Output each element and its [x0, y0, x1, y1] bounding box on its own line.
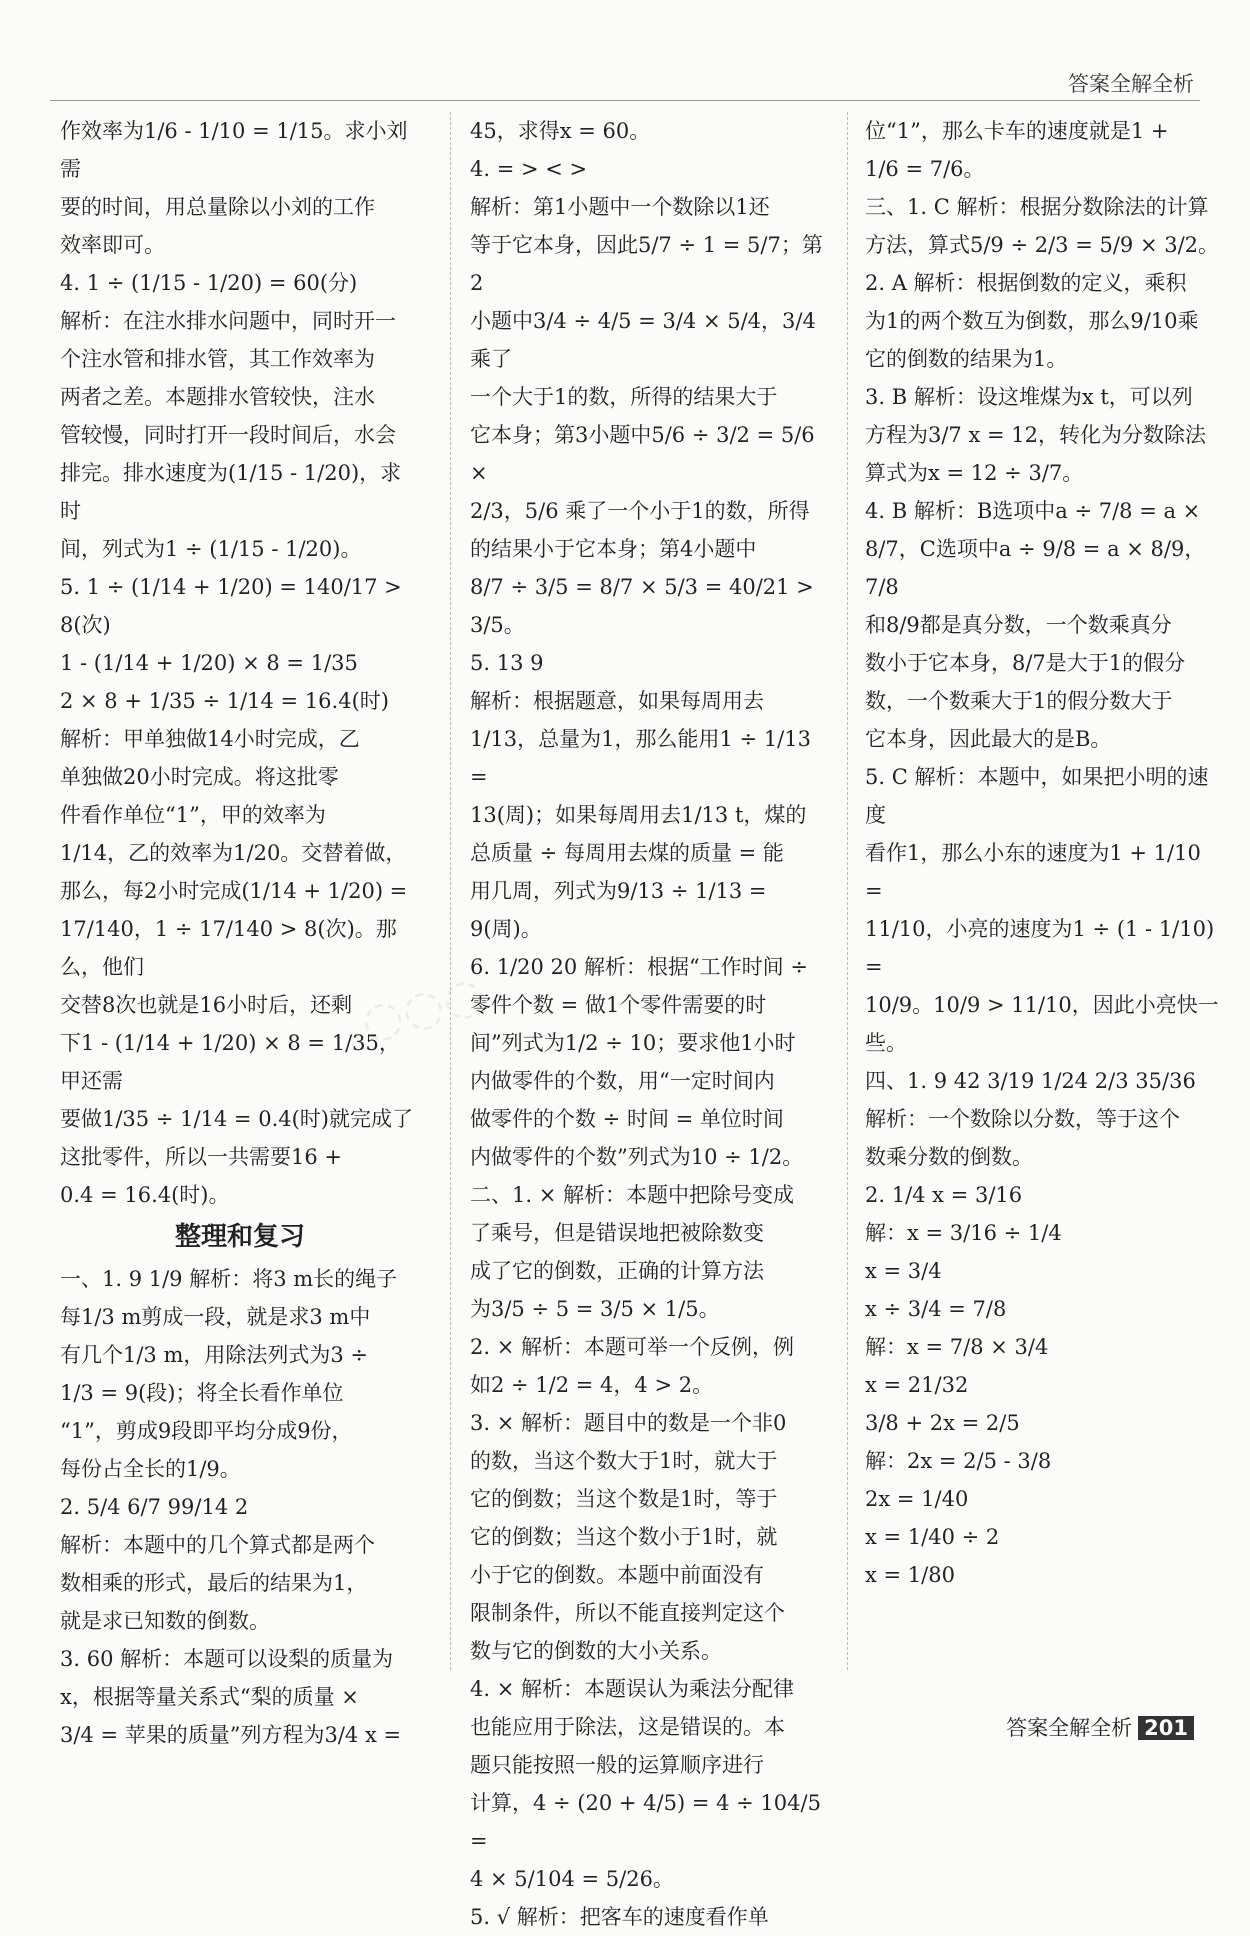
text-line: 解析：第1小题中一个数除以1还: [470, 195, 770, 219]
text-line: x = 1/40 ÷ 2: [865, 1525, 1000, 1549]
text-line: 小于它的倒数。本题中前面没有: [470, 1563, 764, 1587]
footer-label: 答案全解全析: [1006, 1716, 1133, 1740]
text-line: 和8/9都是真分数，一个数乘真分: [865, 613, 1172, 637]
text-line: 单独做20小时完成。将这批零: [60, 765, 339, 789]
text-line: 总质量 ÷ 每周用去煤的质量 = 能: [470, 841, 784, 865]
text-line: 的数，当这个数大于1时，就大于: [470, 1449, 778, 1473]
text-line: x = 1/80: [865, 1563, 955, 1587]
text-line: 3/4 = 苹果的质量”列方程为3/4 x =: [60, 1723, 402, 1747]
text-line: 为3/5 ÷ 5 = 3/5 × 1/5。: [470, 1297, 720, 1321]
text-line: 下1 - (1/14 + 1/20) × 8 = 1/35，甲还需: [60, 1031, 400, 1093]
text-line: 解析：根据题意，如果每周用去: [470, 689, 764, 713]
text-line: 13(周)；如果每周用去1/13 t，煤的: [470, 803, 807, 827]
text-line: 要做1/35 ÷ 1/14 = 0.4(时)就完成了: [60, 1107, 413, 1131]
text-line: 它本身；第3小题中5/6 ÷ 3/2 = 5/6 ×: [470, 423, 815, 485]
text-line: 计算，4 ÷ (20 + 4/5) = 4 ÷ 104/5 =: [470, 1791, 821, 1853]
watermark-decoration: ◌◌◌: [354, 964, 491, 1052]
text-line: 2. A 解析：根据倒数的定义，乘积: [865, 271, 1187, 295]
text-line: 每1/3 m剪成一段，就是求3 m中: [60, 1305, 371, 1329]
text-line: 一、1. 9 1/9 解析：将3 m长的绳子: [60, 1267, 398, 1291]
text-line: 4. = > < >: [470, 157, 588, 181]
text-line: 件看作单位“1”，甲的效率为: [60, 803, 326, 827]
text-line: 11/10，小亮的速度为1 ÷ (1 - 1/10) =: [865, 917, 1215, 979]
text-line: 8/7 ÷ 3/5 = 8/7 × 5/3 = 40/21 > 3/5。: [470, 575, 814, 637]
text-line: x = 21/32: [865, 1373, 969, 1397]
text-line: 2 × 8 + 1/35 ÷ 1/14 = 16.4(时): [60, 689, 389, 713]
text-line: 6. 1/20 20 解析：根据“工作时间 ÷: [470, 955, 808, 979]
text-line: 为1的两个数互为倒数，那么9/10乘: [865, 309, 1199, 333]
text-line: x ÷ 3/4 = 7/8: [865, 1297, 1007, 1321]
text-line: 3. 60 解析：本题可以设梨的质量为: [60, 1647, 394, 1671]
text-line: 的结果小于它本身；第4小题中: [470, 537, 757, 561]
text-line: 4 × 5/104 = 5/26。: [470, 1867, 674, 1891]
text-line: 限制条件，所以不能直接判定这个: [470, 1601, 785, 1625]
text-line: 两者之差。本题排水管较快，注水: [60, 385, 375, 409]
text-line: 个注水管和排水管，其工作效率为: [60, 347, 375, 371]
text-line: 它的倒数的结果为1。: [865, 347, 1068, 371]
text-line: x = 3/4: [865, 1259, 942, 1283]
text-line: 那么，每2小时完成(1/14 + 1/20) =: [60, 879, 408, 903]
text-line: 内做零件的个数”列式为10 ÷ 1/2。: [470, 1145, 804, 1169]
text-line: 了乘号，但是错误地把被除数变: [470, 1221, 764, 1245]
text-line: 数与它的倒数的大小关系。: [470, 1639, 722, 1663]
text-line: 做零件的个数 ÷ 时间 = 单位时间: [470, 1107, 784, 1131]
text-line: 交替8次也就是16小时后，还剩: [60, 993, 353, 1017]
text-line: 管较慢，同时打开一段时间后，水会: [60, 423, 396, 447]
text-line: 3. × 解析：题目中的数是一个非0: [470, 1411, 787, 1435]
text-line: 排完。排水速度为(1/15 - 1/20)，求时: [60, 461, 402, 523]
text-line: 1/13，总量为1，那么能用1 ÷ 1/13 =: [470, 727, 811, 789]
text-line: 1/14，乙的效率为1/20。交替着做，: [60, 841, 407, 865]
text-line: 1/6 = 7/6。: [865, 157, 985, 181]
text-line: 解析：一个数除以分数，等于这个: [865, 1107, 1180, 1131]
text-line: “1”，剪成9段即平均分成9份，: [60, 1419, 353, 1443]
section-title: 整理和复习: [174, 1222, 305, 1252]
text-line: 2. 5/4 6/7 99/14 2: [60, 1495, 249, 1519]
text-line: 要的时间，用总量除以小刘的工作: [60, 195, 375, 219]
text-line: 5. C 解析：本题中，如果把小明的速度: [865, 765, 1209, 827]
text-line: 3. B 解析：设这堆煤为x t，可以列: [865, 385, 1193, 409]
text-line: 三、1. C 解析：根据分数除法的计算: [865, 195, 1209, 219]
text-line: 间，列式为1 ÷ (1/15 - 1/20)。: [60, 537, 362, 561]
column-divider: [847, 112, 848, 1670]
text-line: 2. 1/4 x = 3/16: [865, 1183, 1023, 1207]
text-line: 成了它的倒数，正确的计算方法: [470, 1259, 764, 1283]
text-line: 解：x = 3/16 ÷ 1/4: [865, 1221, 1062, 1245]
text-line: 8/7，C选项中a ÷ 9/8 = a × 8/9，7/8: [865, 537, 1206, 599]
text-line: 如2 ÷ 1/2 = 4，4 > 2。: [470, 1373, 714, 1397]
text-line: 数，一个数乘大于1的假分数大于: [865, 689, 1173, 713]
text-line: 效率即可。: [60, 233, 165, 257]
text-line: 它本身，因此最大的是B。: [865, 727, 1112, 751]
text-line: 3/8 + 2x = 2/5: [865, 1411, 1020, 1435]
running-header: 答案全解全析: [1068, 72, 1194, 96]
text-line: 解析：在注水排水问题中，同时开一: [60, 309, 396, 333]
text-line: 方法，算式5/9 ÷ 2/3 = 5/9 × 3/2。: [865, 233, 1220, 257]
text-line: 位“1”，那么卡车的速度就是1 +: [865, 119, 1169, 143]
text-line: 5. 13 9: [470, 651, 544, 675]
text-line: 解：2x = 2/5 - 3/8: [865, 1449, 1052, 1473]
text-line: 这批零件，所以一共需要16 +: [60, 1145, 342, 1169]
text-line: 0.4 = 16.4(时)。: [60, 1183, 230, 1207]
text-line: 就是求已知数的倒数。: [60, 1609, 270, 1633]
text-line: 5. 1 ÷ (1/14 + 1/20) = 140/17 > 8(次): [60, 575, 402, 637]
page-footer: [1006, 1712, 1194, 1742]
text-line: 1 - (1/14 + 1/20) × 8 = 1/35: [60, 651, 358, 675]
text-line: 间”列式为1/2 ÷ 10；要求他1小时: [470, 1031, 796, 1055]
text-line: 解：x = 7/8 × 3/4: [865, 1335, 1049, 1359]
text-line: 它的倒数；当这个数小于1时，就: [470, 1525, 778, 1549]
text-line: 数乘分数的倒数。: [865, 1145, 1033, 1169]
text-line: 四、1. 9 42 3/19 1/24 2/3 35/36: [865, 1069, 1196, 1093]
text-line: 方程为3/7 x = 12，转化为分数除法: [865, 423, 1206, 447]
text-line: 用几周，列式为9/13 ÷ 1/13 = 9(周)。: [470, 879, 767, 941]
text-line: 它的倒数；当这个数是1时，等于: [470, 1487, 778, 1511]
text-line: 零件个数 = 做1个零件需要的时: [470, 993, 767, 1017]
text-line: 5. √ 解析：把客车的速度看作单: [470, 1905, 769, 1929]
text-line: 也能应用于除法，这是错误的。本: [470, 1715, 785, 1739]
text-line: 10/9。10/9 > 11/10，因此小亮快一些。: [865, 993, 1219, 1055]
header-rule: [50, 100, 1200, 101]
text-line: 1/3 = 9(段)；将全长看作单位: [60, 1381, 344, 1405]
text-line: 数相乘的形式，最后的结果为1，: [60, 1571, 368, 1595]
text-line: 数小于它本身，8/7是大于1的假分: [865, 651, 1186, 675]
text-line: 每份占全长的1/9。: [60, 1457, 241, 1481]
column-middle: [470, 112, 830, 1936]
text-line: 17/140，1 ÷ 17/140 > 8(次)。那么，他们: [60, 917, 397, 979]
text-line: 解析：甲单独做14小时完成，乙: [60, 727, 360, 751]
page-number: 201: [1138, 1716, 1194, 1740]
text-line: 二、1. × 解析：本题中把除号变成: [470, 1183, 794, 1207]
column-left: [60, 112, 420, 1754]
text-line: 等于它本身，因此5/7 ÷ 1 = 5/7；第2: [470, 233, 823, 295]
text-line: 一个大于1的数，所得的结果大于: [470, 385, 778, 409]
text-line: 有几个1/3 m，用除法列式为3 ÷: [60, 1343, 369, 1367]
text-line: 2. × 解析：本题可举一个反例，例: [470, 1335, 794, 1359]
text-line: 作效率为1/6 - 1/10 = 1/15。求小刘需: [60, 119, 408, 181]
text-line: 解析：本题中的几个算式都是两个: [60, 1533, 375, 1557]
text-line: 看作1，那么小东的速度为1 + 1/10 =: [865, 841, 1201, 903]
column-divider: [450, 112, 451, 1670]
text-line: 内做零件的个数，用“一定时间内: [470, 1069, 775, 1093]
text-line: 题只能按照一般的运算顺序进行: [470, 1753, 764, 1777]
text-line: 45，求得x = 60。: [470, 119, 651, 143]
column-right: [865, 112, 1225, 1594]
text-line: 算式为x = 12 ÷ 3/7。: [865, 461, 1084, 485]
text-line: 4. 1 ÷ (1/15 - 1/20) = 60(分): [60, 271, 358, 295]
text-line: 4. B 解析：B选项中a ÷ 7/8 = a ×: [865, 499, 1201, 523]
text-line: 2/3，5/6 乘了一个小于1的数，所得: [470, 499, 810, 523]
text-line: x，根据等量关系式“梨的质量 ×: [60, 1685, 359, 1709]
text-line: 2x = 1/40: [865, 1487, 969, 1511]
text-line: 小题中3/4 ÷ 4/5 = 3/4 × 5/4，3/4 乘了: [470, 309, 816, 371]
text-line: 4. × 解析：本题误认为乘法分配律: [470, 1677, 794, 1701]
